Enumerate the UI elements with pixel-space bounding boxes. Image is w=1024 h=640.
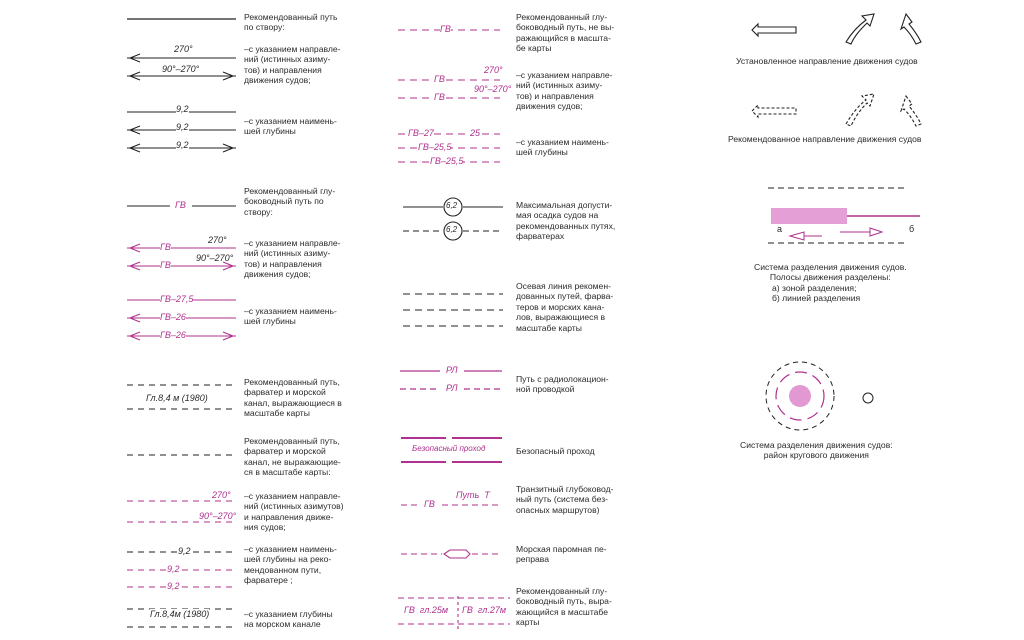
label-f-90-270: 90°–270° <box>199 511 237 521</box>
rec-route-desc: Рекомендованный путь по створу: <box>244 12 338 33</box>
max-draft-desc: Максимальная допусти- мая осадка судов на рекомендованных путях, фарватерах <box>516 200 616 242</box>
transit-desc: Транзитный глубоковод- ный путь (система без- опасных маршрутов) <box>516 484 614 515</box>
c2-draft-1: 6,2 <box>446 201 458 210</box>
label-gv: ГВ <box>175 200 186 210</box>
c2-deep-scale-b: ГВ гл.27м <box>462 605 506 615</box>
c2-safe-label: Безопасный проход <box>412 444 486 453</box>
fairway-noscale-desc: Рекомендованный путь, фарватер и морской канал, не выражающие- ся в масштабе карты: <box>244 436 341 478</box>
deep-noscale-desc: Рекомендованный глу- боководный путь, не вы- ражающийся в масштa- бе карты <box>516 12 615 54</box>
label-f-depth-b: 9,2 <box>167 564 180 574</box>
label-f-270: 270° <box>212 490 231 500</box>
established-direction-desc: Установленное направление движения судов <box>736 56 918 66</box>
c2-label-gv-b1: ГВ <box>434 74 445 84</box>
c2-label-25: 25 <box>470 128 481 138</box>
c2-label-90-270: 90°–270° <box>474 84 512 94</box>
label-gl-8-4: Гл.8,4 м (1980) <box>146 393 208 403</box>
label-depth-c: 9,2 <box>176 140 189 150</box>
deep-route-desc: Рекомендованный глу- боководный путь по створу: <box>244 186 336 217</box>
deep-route-bearing-desc: –с указанием направле- ний (истинных азиму- тов) и направления движения судов; <box>244 238 341 280</box>
col1-fairway-symbols <box>127 385 236 627</box>
recommended-direction-arrows <box>752 94 921 126</box>
label-gl-8-4-canal: Гл.8,4м (1980) <box>150 609 210 619</box>
col2-ferry-symbol <box>401 550 502 558</box>
c2-label-270: 270° <box>484 65 503 75</box>
label-f-depth-a: 9,2 <box>178 546 191 556</box>
label-gv-26-a: ГВ–26 <box>160 312 186 322</box>
label-90-270: 90°–270° <box>162 64 200 74</box>
tss-label-b: б <box>909 224 915 234</box>
label-depth-a: 9,2 <box>176 104 189 114</box>
c2-label-gv-27: ГВ–27 <box>408 128 434 138</box>
tss-zone-symbol <box>768 188 920 243</box>
tss-a-desc: а) зоной разделения; <box>772 283 857 293</box>
fairway-scale-desc: Рекомендованный путь, фарватер и морской канал, выражающиеся в масштабе карты <box>244 377 342 419</box>
c2-transit-gv: ГВ <box>424 499 435 509</box>
col2-axis-line-symbols <box>403 294 503 326</box>
label-gv-26-b: ГВ–26 <box>160 330 186 340</box>
tss-b-desc: б) линией разделения <box>772 293 861 303</box>
label-gv-27-5: ГВ–27,5 <box>160 294 194 304</box>
c2-rl-1: РЛ <box>446 365 458 375</box>
deep-scale-desc: Рекомендованный глу- боководный путь, выра- жающийся в масштабе карты <box>516 586 612 628</box>
c2-label-gv-b2: ГВ <box>434 92 445 102</box>
c2-rl-2: РЛ <box>446 383 458 393</box>
deep-depth-desc: –с указанием наимень- шей глубины <box>516 137 609 158</box>
radar-desc: Путь с радиолокацион- ной проводкой <box>516 374 609 395</box>
deep-route-depth-desc: –с указанием наимень- шей глубины <box>244 306 337 327</box>
c2-transit-put: Путь Т <box>456 490 490 500</box>
tss-label-a: а <box>777 224 783 234</box>
c2-label-gv-25-5-b: ГВ–25,5 <box>430 156 464 166</box>
label-gv-bearing-2: ГВ <box>160 260 171 270</box>
rec-route-bearing-desc: –с указанием направле- ний (истинных азиму- тов) и направления движения судов; <box>244 44 341 86</box>
label-gv-bearing-1: ГВ <box>160 242 171 252</box>
c2-deep-scale-a: ГВ гл.25м <box>404 605 448 615</box>
c2-label-gv: ГВ <box>440 24 451 34</box>
c2-label-gv-25-5: ГВ–25,5 <box>418 142 452 152</box>
label-270: 270° <box>174 44 193 54</box>
tss-desc: Система разделения движения судов. Полосы движения разделены: <box>754 262 907 283</box>
deep-bearing-desc: –с указанием направле- ний (истинных азиму- тов) и направления движения судов; <box>516 70 613 112</box>
roundabout-desc: Система разделения движения судов: район кругового движения <box>740 440 893 461</box>
established-direction-arrows <box>752 14 921 44</box>
label-depth-b: 9,2 <box>176 122 189 132</box>
safe-passage-desc: Безопасный проход <box>516 446 595 456</box>
axis-line-desc: Осевая линия рекомен- дованных путей, фарва- теров и морских кана- лов, выражающиеся в масштабе карты <box>516 281 614 333</box>
fairway-depth-desc: –с указанием наимень- шей глубины на реко- мендованном пути, фарватере ; <box>244 544 337 586</box>
canal-depth-desc: –с указанием глубины на морском канале <box>244 609 333 630</box>
rec-route-depth-desc: –с указанием наимень- шей глубины <box>244 116 337 137</box>
label-f-depth-c: 9,2 <box>167 581 180 591</box>
label-gv-90-270: 90°–270° <box>196 253 234 263</box>
recommended-direction-desc: Рекомендованное направление движения судов <box>728 134 922 144</box>
label-gv-270: 270° <box>208 235 227 245</box>
ferry-desc: Морская паромная пе- реправа <box>516 544 607 565</box>
c2-draft-2: 6,2 <box>446 225 458 234</box>
roundabout-symbol <box>766 362 873 430</box>
fairway-bearing-desc: –с указанием направле- ний (истинных азимутов) и направления движе- ния судов; <box>244 491 344 533</box>
